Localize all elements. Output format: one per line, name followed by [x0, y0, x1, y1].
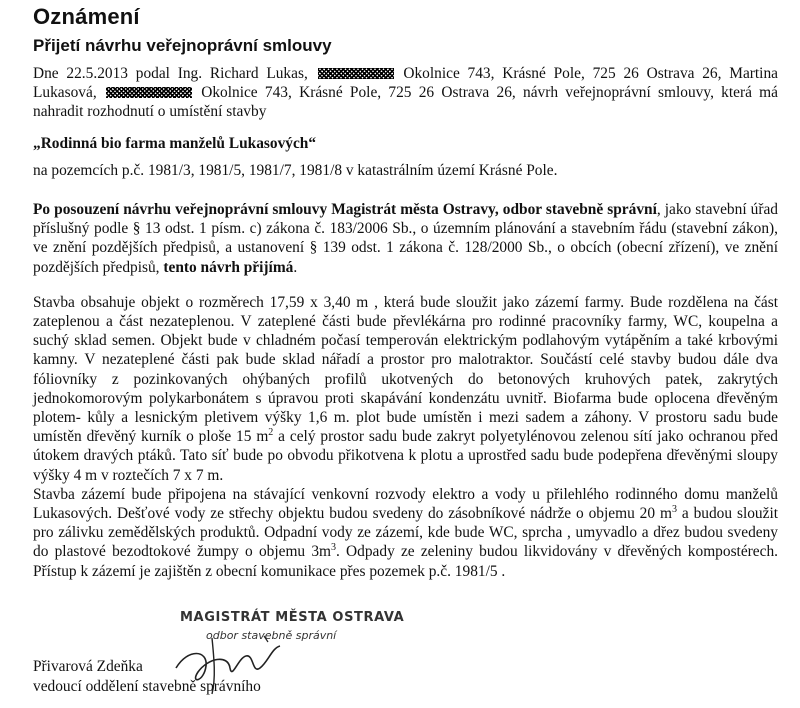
- redacted-birthdate: [318, 68, 394, 79]
- decision-paragraph: [33, 200, 778, 277]
- project-name: „Rodinná bio farma manželů Lukasových“: [33, 134, 317, 152]
- description-paragraph: [33, 293, 778, 485]
- plots-statement: na pozemcích p.č. 1981/3, 1981/5, 1981/7, 1981/8 v katastrálním území Krásné Pole.: [33, 161, 558, 179]
- description-text: . Odpady ze zeleniny budou likvidovány v dřevěných kompostérech. Přístup k zázemí je zajištěn z obecní komunikace přes pozemek p.č. 1981/5 .: [33, 543, 778, 580]
- intro-text: smlouvy, která má nahradit rozhodnutí o umístění stavby: [33, 84, 778, 121]
- connection-paragraph: [33, 485, 778, 581]
- intro-text: Okolnice 743, Krásné Pole, 725 26 Ostrava 26, návrh veřejnoprávní: [201, 84, 651, 102]
- decision-text: .: [293, 258, 298, 276]
- description-text: Stavba obsahuje objekt o rozměrech 17,59 x 3,40 m , která bude sloužit jako zázemí farmy. Bude rozdělena na část zateplenou a část nezateplenou. V zateplené části bude převlékárna pro rodinné pracovníky farmy, WC, koupelna a suchý sklad semen. Objekt bude v chladném počasí temperován elektrickým podlahovým vytápěním a také krbovými kamny. V nezateplené části pak bude sklad nářadí a prostor pro malotraktor. Součástí celé stavby budou dále dva fóliovníky z pozinkovaných ohýbaných profilů ukotvených do betonových kruhových patek, zakrytých jednokomorovým polykarbonátem s úpravou proti skapávání kondenzátu uvnitř. Biofarma bude oplocena dřevěným plotem- kůly a lesnickým pletivem výšky 1,6 m. plot bude umístěn i mezi sadem a záhony. V prostoru sadu bude umístěn dřevěný kurník o ploše 15 m: [33, 293, 778, 446]
- signatory-name: Přivarová Zdeňka: [33, 658, 143, 675]
- intro-text: Martina Lukasová,: [33, 65, 778, 102]
- stamp-line: MAGISTRÁT MĚSTA OSTRAVA: [180, 610, 405, 625]
- decision-authority: Po posouzení návrhu veřejnoprávní smlouvy Magistrát města Ostravy, odbor stavebně správní: [33, 201, 657, 219]
- superscript: 3: [671, 503, 677, 515]
- intro-paragraph: [33, 64, 778, 122]
- intro-text: Dne 22.5.2013 podal Ing. Richard Lukas,: [33, 65, 308, 82]
- notice-title: Oznámení: [33, 4, 140, 29]
- description-text: a budou sloužit pro zálivku zemědělských produktů. Odpadní vody ze zázemí, kde bude WC, sprcha , umyvadlo a dřez budou svedeny do plastové bezodtokové žumpy o objemu 3m: [33, 505, 779, 561]
- signatory-role: vedoucí oddělení stavebně správního: [33, 678, 261, 695]
- notice-body: [33, 64, 778, 581]
- stamp-line: odbor stavebně správní: [206, 629, 337, 642]
- decision-verdict: tento návrh přijímá: [163, 258, 294, 276]
- intro-text: Okolnice 743, Krásné Pole, 725 26 Ostrava 26,: [403, 65, 722, 82]
- notice-subtitle: Přijetí návrhu veřejnoprávní smlouvy: [33, 36, 332, 55]
- description-text: Stavba zázemí bude připojena na stávající venkovní rozvody elektro a vody u přilehlého rodinného domu manželů Lukasových. Dešťové vody ze střechy objektu budou svedeny do zásobníkové nádrže o objemu 20 m: [33, 485, 778, 523]
- description-text: a celý prostor sadu bude zakryt polyetylénovou zelenou sítí jako ochranou před útokem dravých ptáků. Tato síť bude po obvodu přikotvena k plotu a uprostřed sadu bude podepřena dřevěnými sloupy výšky 4 m v roztečích 7 x 7 m.: [33, 428, 778, 484]
- decision-text: , jako stavební úřad příslušný podle § 13 odst. 1 písm. c) zákona č. 183/2006 Sb., o územním plánování a stavebním řádu (stavební zákon), ve znění pozdějších předpisů, a ustanovení § 139 odst. 1 zákona č. 128/2000 Sb., o obcích (obecní zřízení), ve znění pozdějších předpisů,: [33, 201, 778, 276]
- superscript: 3: [330, 542, 336, 554]
- superscript: 2: [268, 427, 274, 439]
- redacted-birthdate: [106, 87, 192, 98]
